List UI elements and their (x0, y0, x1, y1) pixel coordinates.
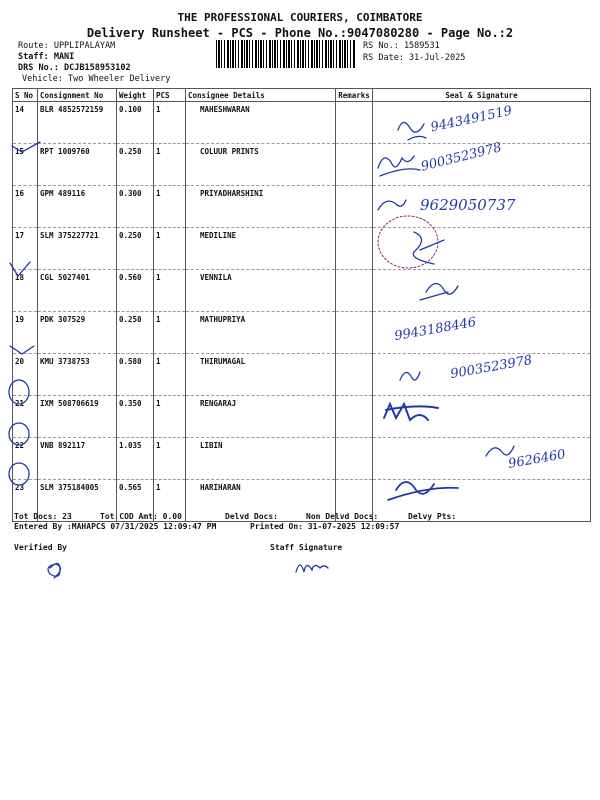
table-row (13, 144, 591, 186)
cell-sno: 22 (13, 438, 38, 480)
cell-weight: 0.100 (117, 102, 154, 144)
cell-signature (373, 228, 591, 270)
barcode (216, 40, 356, 68)
cell-consignment: SLM 375227721 (38, 228, 117, 270)
cell-pcs: 1 (154, 144, 186, 186)
cell-pcs: 1 (154, 270, 186, 312)
cell-pcs: 1 (154, 228, 186, 270)
table-row (13, 270, 591, 312)
cell-remarks (336, 312, 373, 354)
cell-consignment: GPM 489116 (38, 186, 117, 228)
cell-pcs: 1 (154, 186, 186, 228)
verified-by-label: Verified By (14, 543, 67, 552)
staff-label: Staff: MANI (18, 52, 75, 62)
cell-weight: 0.250 (117, 228, 154, 270)
cell-weight: 1.035 (117, 438, 154, 480)
cell-pcs: 1 (154, 102, 186, 144)
vehicle-label: Vehicle: Two Wheeler Delivery (22, 74, 171, 84)
col-sno: S No (13, 89, 38, 102)
cell-sno: 17 (13, 228, 38, 270)
cell-consignment: BLR 4852572159 (38, 102, 117, 144)
cell-pcs: 1 (154, 396, 186, 438)
cell-consignee: THIRUMAGAL (186, 354, 336, 396)
cell-remarks (336, 144, 373, 186)
cell-consignment: KMU 3738753 (38, 354, 117, 396)
cell-consignee: LIBIN (186, 438, 336, 480)
company-title: THE PROFESSIONAL COURIERS, COIMBATORE (177, 11, 423, 24)
col-remarks: Remarks (336, 89, 373, 102)
cell-consignee: RENGARAJ (186, 396, 336, 438)
handwritten-number: 9626460 (507, 447, 567, 472)
cell-sno: 19 (13, 312, 38, 354)
cell-pcs: 1 (154, 354, 186, 396)
handwritten-number: 9003523978 (419, 140, 504, 175)
cell-weight: 0.580 (117, 354, 154, 396)
table-row (13, 438, 591, 480)
cell-consignment: CGL 5027401 (38, 270, 117, 312)
verified-sign (48, 563, 61, 578)
cell-sno: 15 (13, 144, 38, 186)
cell-sno: 23 (13, 480, 38, 522)
cell-sno: 21 (13, 396, 38, 438)
cell-consignment: RPT 1009760 (38, 144, 117, 186)
cell-remarks (336, 186, 373, 228)
rs-date: RS Date: 31-Jul-2025 (363, 53, 466, 63)
cell-pcs: 1 (154, 480, 186, 522)
cell-remarks (336, 228, 373, 270)
cell-consignee: HARIHARAN (186, 480, 336, 522)
cell-consignment: IXM 508706619 (38, 396, 117, 438)
cell-consignment: SLM 375184005 (38, 480, 117, 522)
staff-sign (296, 565, 328, 572)
cell-sno: 18 (13, 270, 38, 312)
cell-consignee: MATHUPRIYA (186, 312, 336, 354)
cell-remarks (336, 102, 373, 144)
cell-sno: 20 (13, 354, 38, 396)
staff-signature-label: Staff Signature (270, 543, 343, 552)
cell-remarks (336, 270, 373, 312)
total-docs: Tot Docs: 23 (14, 512, 72, 521)
cell-remarks (336, 354, 373, 396)
handwritten-number: 9943188446 (393, 314, 478, 345)
cell-consignee: PRIYADHARSHINI (186, 186, 336, 228)
cell-pcs: 1 (154, 312, 186, 354)
handwritten-number: 9443491519 (429, 103, 514, 136)
cell-signature (373, 396, 591, 438)
drs-number: DRS No.: DCJB158953102 (18, 63, 131, 73)
handwritten-number: 9003523978 (449, 352, 534, 383)
cell-consignee: MEDILINE (186, 228, 336, 270)
handwritten-number: 9629050737 (420, 196, 516, 214)
table-row (13, 228, 591, 270)
cell-consignment: VNB 892117 (38, 438, 117, 480)
cell-weight: 0.350 (117, 396, 154, 438)
runsheet-title: Delivery Runsheet - PCS - Phone No.:9047080280 - Page No.:2 (86, 26, 514, 40)
cell-consignee: MAHESHWARAN (186, 102, 336, 144)
route-label: Route: UPPLIPALAYAM (18, 41, 116, 51)
cell-consignment: PDK 307529 (38, 312, 117, 354)
cell-signature (373, 270, 591, 312)
cell-pcs: 1 (154, 438, 186, 480)
col-weight: Weight (117, 89, 154, 102)
cell-weight: 0.560 (117, 270, 154, 312)
cell-weight: 0.250 (117, 312, 154, 354)
rs-number: RS No.: 1589531 (363, 41, 440, 51)
col-consignment: Consignment No (38, 89, 117, 102)
cell-sno: 16 (13, 186, 38, 228)
table-row (13, 396, 591, 438)
col-pcs: PCS (154, 89, 186, 102)
col-consignee: Consignee Details (186, 89, 336, 102)
cell-remarks (336, 438, 373, 480)
runsheet-table (12, 88, 591, 522)
cell-weight: 0.250 (117, 144, 154, 186)
col-seal-signature: Seal & Signature (373, 89, 591, 102)
cell-consignee: COLUUR PRINTS (186, 144, 336, 186)
cell-signature (373, 480, 591, 522)
table-header-row (13, 89, 591, 102)
cell-consignee: VENNILA (186, 270, 336, 312)
non-delivered-docs: Non Delvd Docs: (306, 512, 379, 521)
delivery-points: Delvy Pts: (408, 512, 457, 521)
printed-on: Printed On: 31-07-2025 12:09:57 (250, 522, 400, 531)
total-cod: Tot COD Amt: 0.00 (100, 512, 182, 521)
delivered-docs: Delvd Docs: (225, 512, 278, 521)
cell-weight: 0.300 (117, 186, 154, 228)
cell-sno: 14 (13, 102, 38, 144)
entered-by: Entered By :MAHAPCS 07/31/2025 12:09:47 PM (14, 522, 217, 531)
cell-weight: 0.565 (117, 480, 154, 522)
cell-remarks (336, 396, 373, 438)
table-row (13, 312, 591, 354)
